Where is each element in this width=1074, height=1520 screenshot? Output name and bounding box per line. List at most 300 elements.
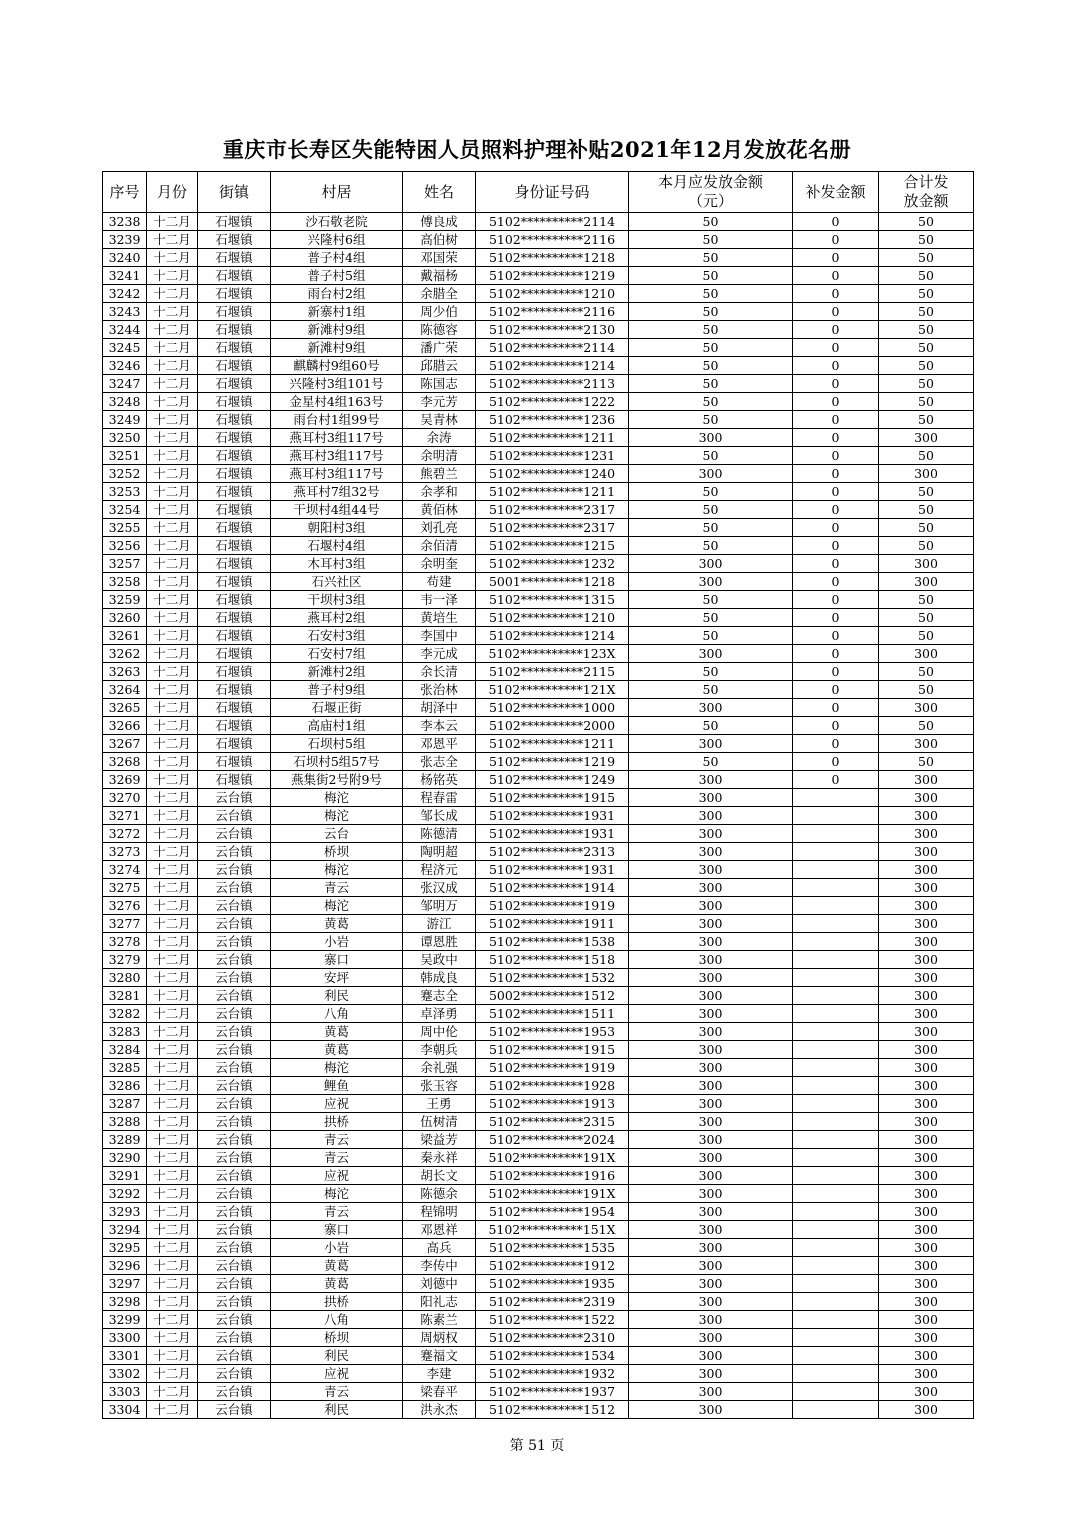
total-amount-cell: 300	[879, 1275, 974, 1293]
supplement-amount-cell: 0	[793, 717, 879, 735]
name-cell: 李传中	[403, 1257, 476, 1275]
month-cell: 十二月	[147, 429, 198, 447]
month-cell: 十二月	[147, 303, 198, 321]
table-row	[103, 663, 974, 681]
monthly-amount-cell: 50	[629, 303, 793, 321]
town-cell: 云台镇	[198, 789, 271, 807]
header-monthly-amount: 本月应发放金额（元）	[629, 172, 793, 213]
table-row	[103, 1095, 974, 1113]
town-cell: 石堰镇	[198, 357, 271, 375]
monthly-amount-cell: 300	[629, 573, 793, 591]
id-number-cell: 5102**********123X	[476, 645, 629, 663]
town-cell: 石堰镇	[198, 321, 271, 339]
village-cell: 雨台村2组	[271, 285, 403, 303]
monthly-amount-cell: 300	[629, 1203, 793, 1221]
month-cell: 十二月	[147, 969, 198, 987]
month-cell: 十二月	[147, 1365, 198, 1383]
id-number-cell: 5102**********1219	[476, 753, 629, 771]
monthly-amount-cell: 300	[629, 1257, 793, 1275]
village-cell: 梅沱	[271, 807, 403, 825]
total-amount-cell: 300	[879, 1221, 974, 1239]
town-cell: 石堰镇	[198, 465, 271, 483]
village-cell: 应祝	[271, 1095, 403, 1113]
town-cell: 石堰镇	[198, 537, 271, 555]
total-amount-cell: 300	[879, 1311, 974, 1329]
table-row	[103, 735, 974, 753]
table-row	[103, 969, 974, 987]
name-cell: 周中伦	[403, 1023, 476, 1041]
serial-cell: 3260	[103, 609, 147, 627]
village-cell: 青云	[271, 879, 403, 897]
id-number-cell: 5102**********1913	[476, 1095, 629, 1113]
name-cell: 吴政中	[403, 951, 476, 969]
name-cell: 秦永祥	[403, 1149, 476, 1167]
village-cell: 青云	[271, 1203, 403, 1221]
village-cell: 利民	[271, 1347, 403, 1365]
id-number-cell: 5102**********1953	[476, 1023, 629, 1041]
name-cell: 余礼强	[403, 1059, 476, 1077]
supplement-amount-cell: 0	[793, 339, 879, 357]
supplement-amount-cell: 0	[793, 231, 879, 249]
month-cell: 十二月	[147, 663, 198, 681]
supplement-amount-cell: 0	[793, 303, 879, 321]
name-cell: 李本云	[403, 717, 476, 735]
month-cell: 十二月	[147, 375, 198, 393]
month-cell: 十二月	[147, 501, 198, 519]
town-cell: 石堰镇	[198, 375, 271, 393]
monthly-amount-cell: 50	[629, 447, 793, 465]
month-cell: 十二月	[147, 1275, 198, 1293]
supplement-amount-cell	[793, 897, 879, 915]
month-cell: 十二月	[147, 1041, 198, 1059]
total-amount-cell: 300	[879, 915, 974, 933]
name-cell: 余腊全	[403, 285, 476, 303]
supplement-amount-cell	[793, 1005, 879, 1023]
serial-cell: 3255	[103, 519, 147, 537]
serial-cell: 3274	[103, 861, 147, 879]
month-cell: 十二月	[147, 645, 198, 663]
town-cell: 云台镇	[198, 1365, 271, 1383]
village-cell: 梅沱	[271, 897, 403, 915]
town-cell: 云台镇	[198, 933, 271, 951]
name-cell: 邹明万	[403, 897, 476, 915]
supplement-amount-cell: 0	[793, 249, 879, 267]
name-cell: 黄佰林	[403, 501, 476, 519]
serial-cell: 3282	[103, 1005, 147, 1023]
monthly-amount-cell: 50	[629, 681, 793, 699]
serial-cell: 3262	[103, 645, 147, 663]
id-number-cell: 5102**********2130	[476, 321, 629, 339]
village-cell: 黄葛	[271, 1041, 403, 1059]
monthly-amount-cell: 300	[629, 861, 793, 879]
village-cell: 干坝村3组	[271, 591, 403, 609]
total-amount-cell: 300	[879, 843, 974, 861]
table-row	[103, 447, 974, 465]
table-row	[103, 249, 974, 267]
name-cell: 蹇志全	[403, 987, 476, 1005]
village-cell: 石坝村5组57号	[271, 753, 403, 771]
monthly-amount-cell: 300	[629, 1023, 793, 1041]
supplement-amount-cell: 0	[793, 645, 879, 663]
month-cell: 十二月	[147, 1401, 198, 1419]
month-cell: 十二月	[147, 249, 198, 267]
monthly-amount-cell: 300	[629, 465, 793, 483]
supplement-amount-cell	[793, 1221, 879, 1239]
serial-cell: 3273	[103, 843, 147, 861]
id-number-cell: 5102**********1931	[476, 825, 629, 843]
id-number-cell: 5102**********1535	[476, 1239, 629, 1257]
table-row	[103, 1041, 974, 1059]
town-cell: 云台镇	[198, 987, 271, 1005]
table-row	[103, 1149, 974, 1167]
monthly-amount-cell: 50	[629, 411, 793, 429]
monthly-amount-cell: 300	[629, 1077, 793, 1095]
month-cell: 十二月	[147, 537, 198, 555]
supplement-amount-cell: 0	[793, 267, 879, 285]
supplement-amount-cell	[793, 1383, 879, 1401]
total-amount-cell: 300	[879, 1257, 974, 1275]
town-cell: 石堰镇	[198, 339, 271, 357]
table-row	[103, 411, 974, 429]
monthly-amount-cell: 300	[629, 807, 793, 825]
serial-cell: 3303	[103, 1383, 147, 1401]
total-amount-cell: 50	[879, 339, 974, 357]
header-month: 月份	[147, 172, 198, 213]
monthly-amount-cell: 50	[629, 231, 793, 249]
monthly-amount-cell: 300	[629, 843, 793, 861]
supplement-amount-cell	[793, 1257, 879, 1275]
name-cell: 王勇	[403, 1095, 476, 1113]
village-cell: 青云	[271, 1149, 403, 1167]
serial-cell: 3290	[103, 1149, 147, 1167]
table-row	[103, 789, 974, 807]
supplement-amount-cell	[793, 969, 879, 987]
total-amount-cell: 50	[879, 627, 974, 645]
table-row	[103, 1401, 974, 1419]
name-cell: 陈德容	[403, 321, 476, 339]
serial-cell: 3240	[103, 249, 147, 267]
total-amount-cell: 300	[879, 1365, 974, 1383]
monthly-amount-cell: 50	[629, 375, 793, 393]
total-amount-cell: 300	[879, 735, 974, 753]
month-cell: 十二月	[147, 519, 198, 537]
town-cell: 石堰镇	[198, 609, 271, 627]
header-supplement-amount: 补发金额	[793, 172, 879, 213]
total-amount-cell: 50	[879, 285, 974, 303]
supplement-amount-cell	[793, 1365, 879, 1383]
header-serial: 序号	[103, 172, 147, 213]
supplement-amount-cell	[793, 1293, 879, 1311]
id-number-cell: 5102**********1915	[476, 789, 629, 807]
town-cell: 云台镇	[198, 1167, 271, 1185]
name-cell: 周少伯	[403, 303, 476, 321]
id-number-cell: 5102**********1511	[476, 1005, 629, 1023]
serial-cell: 3265	[103, 699, 147, 717]
serial-cell: 3242	[103, 285, 147, 303]
village-cell: 黄葛	[271, 915, 403, 933]
village-cell: 石堰村4组	[271, 537, 403, 555]
name-cell: 张汉成	[403, 879, 476, 897]
name-cell: 张玉容	[403, 1077, 476, 1095]
monthly-amount-cell: 300	[629, 1059, 793, 1077]
monthly-amount-cell: 300	[629, 987, 793, 1005]
month-cell: 十二月	[147, 897, 198, 915]
village-cell: 石安村7组	[271, 645, 403, 663]
month-cell: 十二月	[147, 321, 198, 339]
supplement-amount-cell	[793, 1239, 879, 1257]
serial-cell: 3295	[103, 1239, 147, 1257]
total-amount-cell: 50	[879, 231, 974, 249]
total-amount-cell: 300	[879, 771, 974, 789]
table-row	[103, 321, 974, 339]
monthly-amount-cell: 50	[629, 321, 793, 339]
id-number-cell: 5102**********1211	[476, 483, 629, 501]
id-number-cell: 5102**********2116	[476, 231, 629, 249]
table-row	[103, 987, 974, 1005]
supplement-amount-cell	[793, 825, 879, 843]
town-cell: 石堰镇	[198, 717, 271, 735]
village-cell: 梅沱	[271, 789, 403, 807]
header-name: 姓名	[403, 172, 476, 213]
table-row	[103, 879, 974, 897]
monthly-amount-cell: 50	[629, 267, 793, 285]
monthly-amount-cell: 300	[629, 555, 793, 573]
town-cell: 云台镇	[198, 1239, 271, 1257]
name-cell: 杨铭英	[403, 771, 476, 789]
town-cell: 云台镇	[198, 807, 271, 825]
town-cell: 石堰镇	[198, 447, 271, 465]
town-cell: 云台镇	[198, 825, 271, 843]
monthly-amount-cell: 300	[629, 429, 793, 447]
name-cell: 李国中	[403, 627, 476, 645]
name-cell: 程春雷	[403, 789, 476, 807]
total-amount-cell: 300	[879, 1005, 974, 1023]
id-number-cell: 5102**********191X	[476, 1149, 629, 1167]
table-row	[103, 1383, 974, 1401]
id-number-cell: 5102**********1231	[476, 447, 629, 465]
total-amount-cell: 300	[879, 1113, 974, 1131]
id-number-cell: 5102**********191X	[476, 1185, 629, 1203]
village-cell: 燕耳村7组32号	[271, 483, 403, 501]
name-cell: 邹长成	[403, 807, 476, 825]
monthly-amount-cell: 300	[629, 897, 793, 915]
id-number-cell: 5102**********1240	[476, 465, 629, 483]
id-number-cell: 5102**********1915	[476, 1041, 629, 1059]
village-cell: 普子村9组	[271, 681, 403, 699]
village-cell: 小岩	[271, 933, 403, 951]
town-cell: 石堰镇	[198, 699, 271, 717]
town-cell: 云台镇	[198, 1293, 271, 1311]
id-number-cell: 5102**********1512	[476, 1401, 629, 1419]
month-cell: 十二月	[147, 1329, 198, 1347]
table-row	[103, 1365, 974, 1383]
table-row	[103, 573, 974, 591]
name-cell: 余孝和	[403, 483, 476, 501]
id-number-cell: 5102**********1919	[476, 897, 629, 915]
town-cell: 云台镇	[198, 1275, 271, 1293]
name-cell: 程锦明	[403, 1203, 476, 1221]
id-number-cell: 5102**********1916	[476, 1167, 629, 1185]
supplement-amount-cell: 0	[793, 537, 879, 555]
table-row	[103, 375, 974, 393]
table-row	[103, 1221, 974, 1239]
table-row	[103, 483, 974, 501]
supplement-amount-cell	[793, 951, 879, 969]
name-cell: 韩成良	[403, 969, 476, 987]
table-row	[103, 1023, 974, 1041]
serial-cell: 3266	[103, 717, 147, 735]
monthly-amount-cell: 50	[629, 519, 793, 537]
month-cell: 十二月	[147, 1239, 198, 1257]
total-amount-cell: 300	[879, 429, 974, 447]
town-cell: 云台镇	[198, 1005, 271, 1023]
total-amount-cell: 300	[879, 1329, 974, 1347]
name-cell: 谭恩胜	[403, 933, 476, 951]
town-cell: 云台镇	[198, 969, 271, 987]
serial-cell: 3238	[103, 213, 147, 231]
supplement-amount-cell	[793, 1347, 879, 1365]
total-amount-cell: 300	[879, 1059, 974, 1077]
name-cell: 李建	[403, 1365, 476, 1383]
supplement-amount-cell	[793, 1149, 879, 1167]
town-cell: 石堰镇	[198, 519, 271, 537]
town-cell: 云台镇	[198, 1257, 271, 1275]
name-cell: 陈国志	[403, 375, 476, 393]
village-cell: 燕耳村3组117号	[271, 429, 403, 447]
supplement-amount-cell: 0	[793, 573, 879, 591]
month-cell: 十二月	[147, 1311, 198, 1329]
id-number-cell: 5102**********2313	[476, 843, 629, 861]
supplement-amount-cell: 0	[793, 735, 879, 753]
town-cell: 石堰镇	[198, 303, 271, 321]
town-cell: 石堰镇	[198, 267, 271, 285]
monthly-amount-cell: 50	[629, 501, 793, 519]
town-cell: 云台镇	[198, 915, 271, 933]
id-number-cell: 5102**********121X	[476, 681, 629, 699]
town-cell: 云台镇	[198, 1113, 271, 1131]
village-cell: 麒麟村9组60号	[271, 357, 403, 375]
serial-cell: 3248	[103, 393, 147, 411]
serial-cell: 3250	[103, 429, 147, 447]
name-cell: 吴青林	[403, 411, 476, 429]
monthly-amount-cell: 300	[629, 969, 793, 987]
village-cell: 燕集街2号附9号	[271, 771, 403, 789]
table-row	[103, 771, 974, 789]
serial-cell: 3272	[103, 825, 147, 843]
total-amount-cell: 50	[879, 213, 974, 231]
table-row	[103, 501, 974, 519]
serial-cell: 3283	[103, 1023, 147, 1041]
month-cell: 十二月	[147, 951, 198, 969]
village-cell: 普子村5组	[271, 267, 403, 285]
month-cell: 十二月	[147, 339, 198, 357]
name-cell: 张志全	[403, 753, 476, 771]
monthly-amount-cell: 50	[629, 357, 793, 375]
name-cell: 余明清	[403, 447, 476, 465]
town-cell: 云台镇	[198, 951, 271, 969]
serial-cell: 3247	[103, 375, 147, 393]
name-cell: 张治林	[403, 681, 476, 699]
table-row	[103, 1005, 974, 1023]
monthly-amount-cell: 300	[629, 699, 793, 717]
monthly-amount-cell: 50	[629, 339, 793, 357]
town-cell: 石堰镇	[198, 735, 271, 753]
village-cell: 新滩村9组	[271, 339, 403, 357]
village-cell: 拱桥	[271, 1113, 403, 1131]
monthly-amount-cell: 50	[629, 483, 793, 501]
supplement-amount-cell	[793, 807, 879, 825]
supplement-amount-cell: 0	[793, 663, 879, 681]
id-number-cell: 5102**********1935	[476, 1275, 629, 1293]
id-number-cell: 5102**********1218	[476, 249, 629, 267]
month-cell: 十二月	[147, 843, 198, 861]
monthly-amount-cell: 50	[629, 249, 793, 267]
id-number-cell: 5102**********1932	[476, 1365, 629, 1383]
table-row	[103, 591, 974, 609]
supplement-amount-cell: 0	[793, 753, 879, 771]
supplement-amount-cell: 0	[793, 681, 879, 699]
village-cell: 木耳村3组	[271, 555, 403, 573]
month-cell: 十二月	[147, 483, 198, 501]
total-amount-cell: 300	[879, 1131, 974, 1149]
serial-cell: 3301	[103, 1347, 147, 1365]
name-cell: 傅良成	[403, 213, 476, 231]
month-cell: 十二月	[147, 393, 198, 411]
monthly-amount-cell: 50	[629, 591, 793, 609]
town-cell: 石堰镇	[198, 393, 271, 411]
village-cell: 燕耳村3组117号	[271, 447, 403, 465]
name-cell: 陈德余	[403, 1185, 476, 1203]
monthly-amount-cell: 300	[629, 645, 793, 663]
table-row	[103, 1185, 974, 1203]
total-amount-cell: 50	[879, 609, 974, 627]
id-number-cell: 5102**********1931	[476, 861, 629, 879]
monthly-amount-cell: 300	[629, 1275, 793, 1293]
table-row	[103, 1257, 974, 1275]
serial-cell: 3294	[103, 1221, 147, 1239]
total-amount-cell: 300	[879, 1239, 974, 1257]
table-row	[103, 303, 974, 321]
id-number-cell: 5102**********1518	[476, 951, 629, 969]
name-cell: 程济元	[403, 861, 476, 879]
supplement-amount-cell	[793, 987, 879, 1005]
name-cell: 邓恩祥	[403, 1221, 476, 1239]
monthly-amount-cell: 300	[629, 1347, 793, 1365]
month-cell: 十二月	[147, 1293, 198, 1311]
supplement-amount-cell: 0	[793, 501, 879, 519]
monthly-amount-cell: 50	[629, 537, 793, 555]
village-cell: 鲤鱼	[271, 1077, 403, 1095]
name-cell: 高兵	[403, 1239, 476, 1257]
town-cell: 石堰镇	[198, 771, 271, 789]
id-number-cell: 5102**********1538	[476, 933, 629, 951]
monthly-amount-cell: 300	[629, 879, 793, 897]
total-amount-cell: 300	[879, 897, 974, 915]
table-row	[103, 1059, 974, 1077]
supplement-amount-cell: 0	[793, 375, 879, 393]
name-cell: 周炳权	[403, 1329, 476, 1347]
serial-cell: 3286	[103, 1077, 147, 1095]
town-cell: 云台镇	[198, 879, 271, 897]
village-cell: 拱桥	[271, 1293, 403, 1311]
header-village: 村居	[271, 172, 403, 213]
supplement-amount-cell: 0	[793, 285, 879, 303]
village-cell: 青云	[271, 1131, 403, 1149]
month-cell: 十二月	[147, 825, 198, 843]
monthly-amount-cell: 50	[629, 393, 793, 411]
supplement-amount-cell	[793, 879, 879, 897]
village-cell: 兴隆村3组101号	[271, 375, 403, 393]
